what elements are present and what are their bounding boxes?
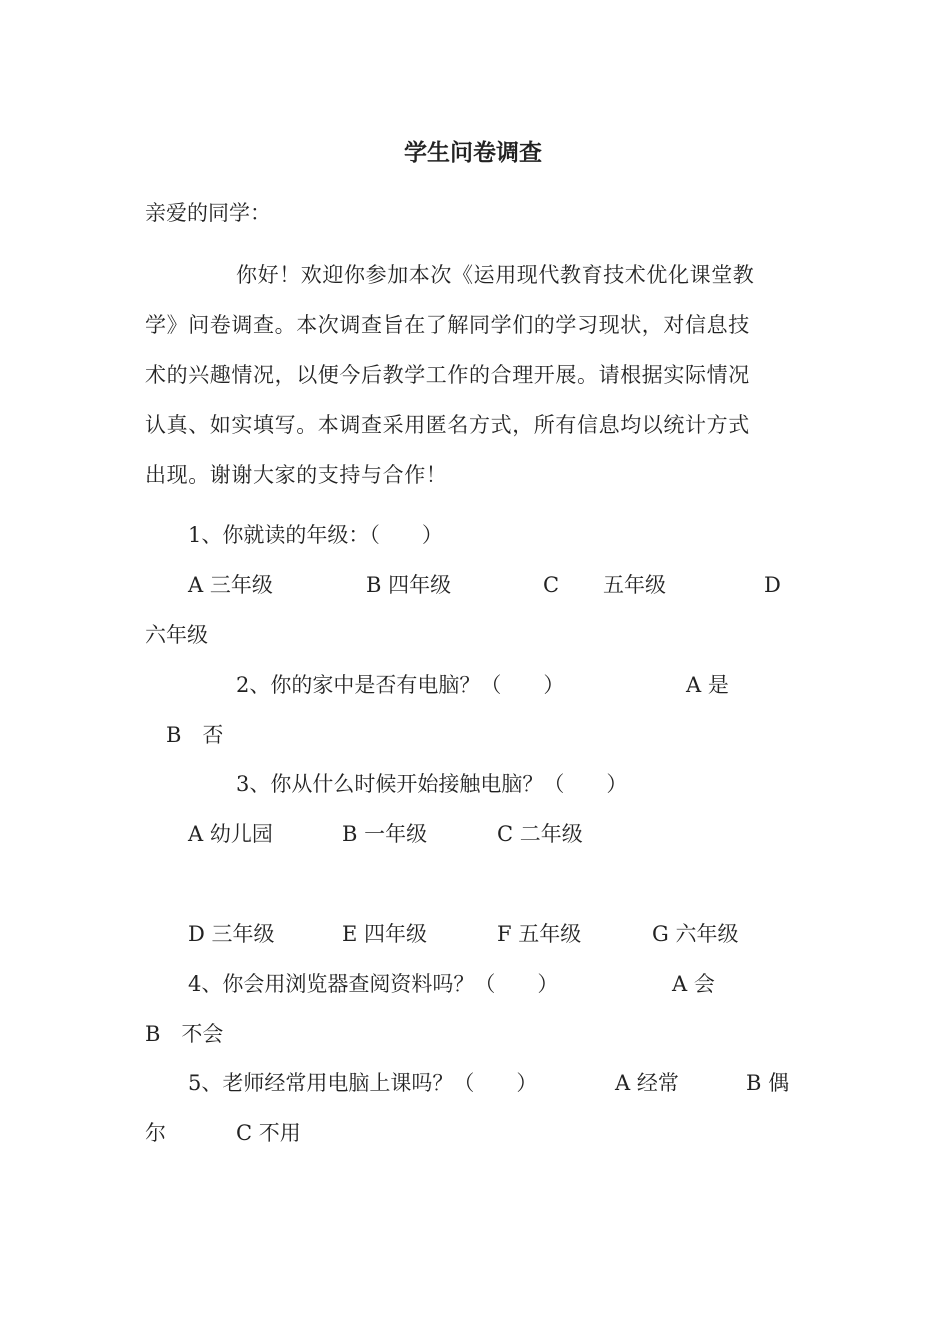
page-title: 学生问卷调查 (404, 139, 542, 166)
question-3-option-e: E 四年级 (342, 922, 428, 946)
question-3-option-d: D 三年级 (188, 922, 275, 946)
question-5-option-b-part2: 尔 (145, 1121, 166, 1145)
intro-paragraph (145, 250, 795, 500)
question-5-option-a: A 经常 (615, 1071, 679, 1095)
intro-line-3: 术的兴趣情况，以便今后教学工作的合理开展。请根据实际情况 (145, 363, 750, 387)
question-4-text: 4、你会用浏览器查阅资料吗？（ ） (188, 972, 559, 996)
question-5-option-c: C 不用 (236, 1121, 301, 1145)
question-2-option-a: A 是 (686, 673, 729, 697)
question-1-option-d-letter: D (764, 573, 781, 597)
question-1-option-c-letter: C (543, 573, 560, 597)
question-4-option-a: A 会 (672, 972, 715, 996)
question-3-option-c: C 二年级 (497, 822, 583, 846)
question-1-text: 1、你就读的年级：（ ） (188, 523, 443, 547)
question-3-option-b: B 一年级 (342, 822, 428, 846)
intro-line-1: 你好！欢迎你参加本次《运用现代教育技术优化课堂教 (236, 263, 755, 287)
question-2-text: 2、你的家中是否有电脑？（ ） (236, 673, 565, 697)
question-5-option-b-part1: B 偶 (746, 1071, 790, 1095)
question-3-text: 3、你从什么时候开始接触电脑？（ ） (236, 772, 628, 796)
intro-line-2: 学》问卷调查。本次调查旨在了解同学们的学习现状，对信息技 (145, 313, 750, 337)
question-2-option-b: B 否 (166, 723, 224, 747)
question-1-option-c-text: 五年级 (603, 573, 666, 597)
question-4-option-b: B 不会 (145, 1022, 224, 1046)
question-1-option-d-text: 六年级 (145, 623, 208, 647)
question-3-option-f: F 五年级 (497, 922, 582, 946)
question-3-option-g: G 六年级 (652, 922, 739, 946)
question-1-option-b: B 四年级 (366, 573, 452, 597)
question-3-option-a: A 幼儿园 (188, 822, 273, 846)
question-1-option-a: A 三年级 (188, 573, 273, 597)
greeting: 亲爱的同学： (145, 201, 271, 225)
intro-line-4: 认真、如实填写。本调查采用匿名方式，所有信息均以统计方式 (145, 413, 750, 437)
question-5-text: 5、老师经常用电脑上课吗？（ ） (188, 1071, 538, 1095)
intro-line-5: 出现。谢谢大家的支持与合作！ (145, 463, 448, 487)
